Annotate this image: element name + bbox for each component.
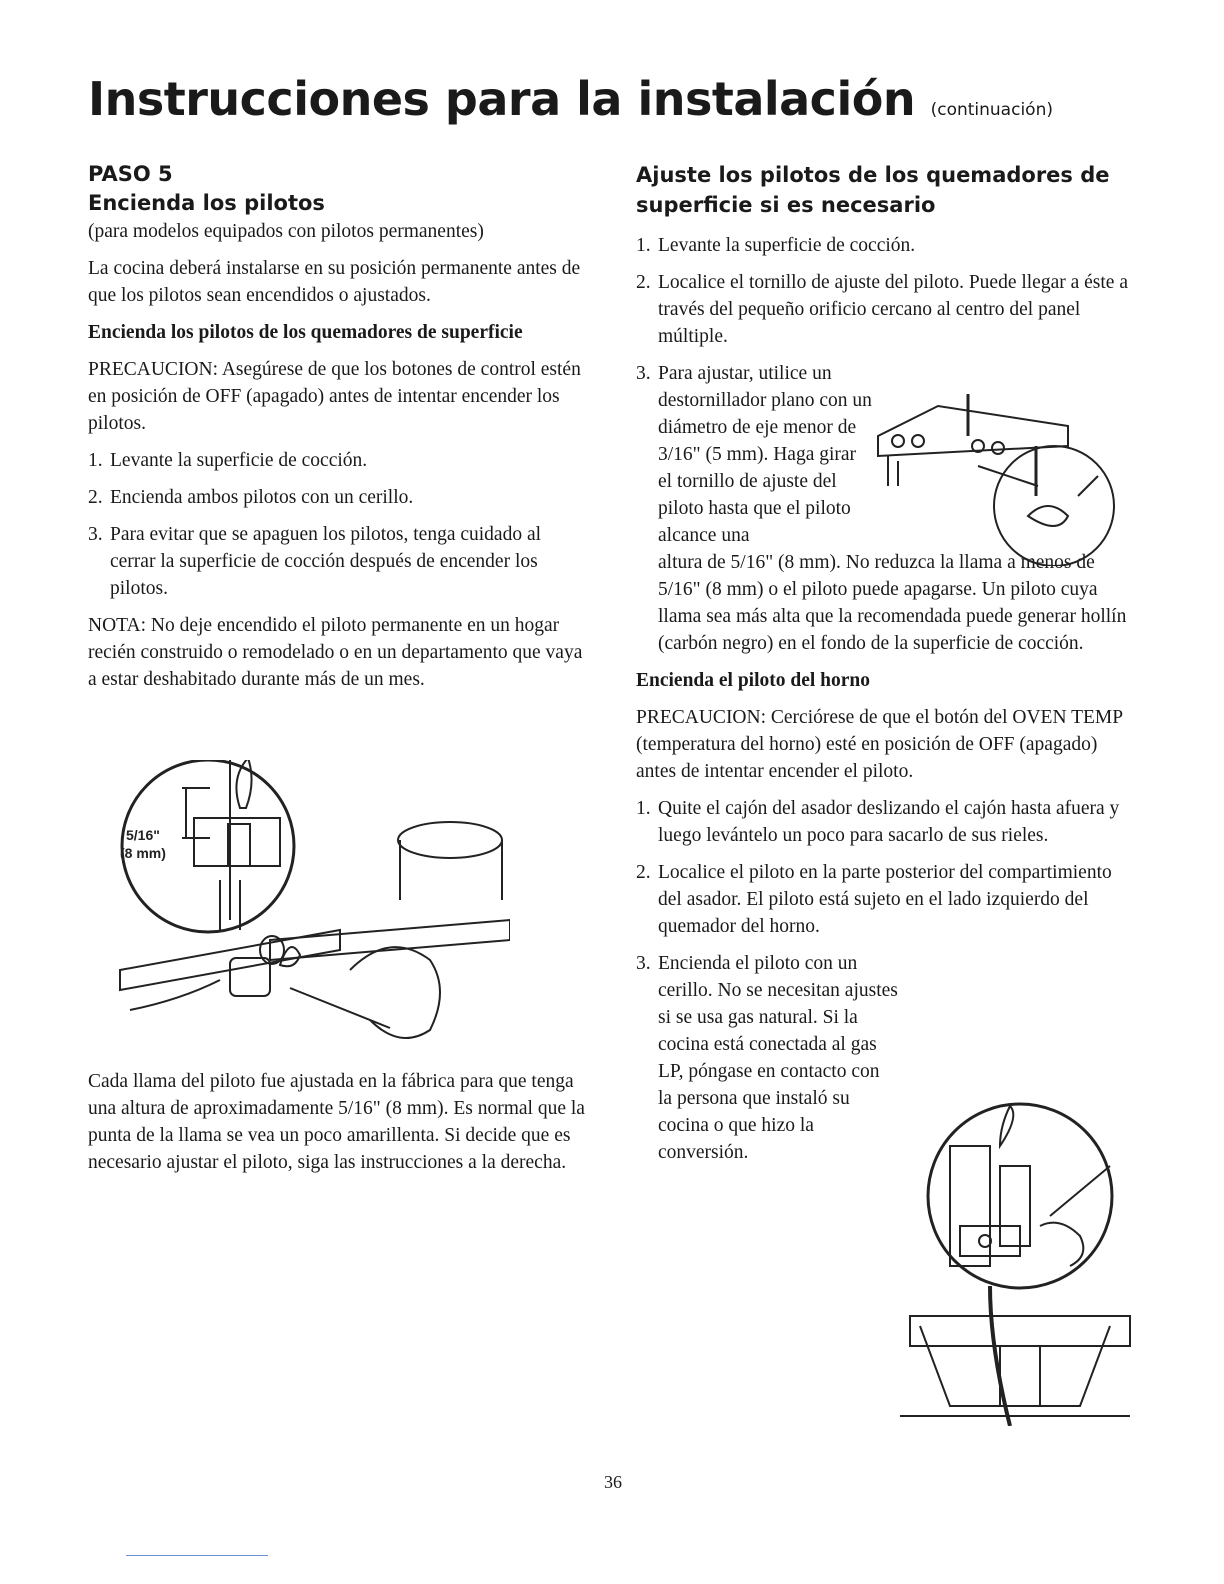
right-column <box>636 160 1136 1176</box>
caution-paragraph: PRECAUCION: Asegúrese de que los botones de control estén en posición de OFF (apagado) antes de intentar encender los pilotos. <box>88 359 581 434</box>
oven-pilot-figure <box>890 1086 1140 1426</box>
intro-paragraph: La cocina deberá instalarse en su posición permanente antes de que los pilotos sean encendidos o ajustados. <box>88 258 581 306</box>
figure-label-inches: 5/16" <box>126 827 160 843</box>
list-item: 3. Para evitar que se apaguen los pilotos, tenga cuidado al cerrar la superficie de cocción después de encender los pilotos. <box>88 524 542 599</box>
pilot-light-figure <box>90 760 510 1060</box>
list-item: 1. Levante la superficie de cocción. <box>88 450 368 471</box>
list-item: 2. Localice el piloto en la parte posterior del compartimiento del asador. El piloto está sujeto en el lado izquierdo del quemador del horno. <box>636 862 1112 937</box>
list-item: 2. Encienda ambos pilotos con un cerillo. <box>88 487 414 508</box>
footer-line <box>126 1555 268 1556</box>
left-column <box>88 160 588 703</box>
page-title <box>88 72 1053 126</box>
oven-caution: PRECAUCION: Cerciórese de que el botón del OVEN TEMP (temperatura del horno) esté en posición de OFF (apagado) antes de intentar encender el piloto. <box>636 707 1123 782</box>
after-figure-paragraph: Cada llama del piloto fue ajustada en la fábrica para que tenga una altura de aproximadamente 5/16" (8 mm). Es normal que la punta de la llama se vea un poco amarillenta. Si decide que es necesario ajustar el piloto, siga las instrucciones a la derecha. <box>88 1071 585 1173</box>
note-paragraph: NOTA: No deje encendido el piloto permanente en un hogar recién construido o remodelado o en un departamento que vaya a estar deshabitado durante más de un mes. <box>88 615 583 690</box>
list-item: 2. Localice el tornillo de ajuste del piloto. Puede llegar a éste a través del pequeño orificio cercano al centro del panel múltiple. <box>636 272 1128 347</box>
list-item: 3. Encienda el piloto con un cerillo. No se necesitan ajustes si se usa gas natural. Si la cocina está conectada al gas LP, póngase en contacto con la persona que instaló su cocina o que hizo la conversión. <box>636 953 898 1163</box>
list-item: 1. Quite el cajón del asador deslizando el cajón hasta afuera y luego levántelo un poco para sacarlo de sus rieles. <box>636 798 1120 846</box>
figure-label-mm: (8 mm) <box>120 845 166 861</box>
title-main: Instrucciones para la instalación <box>88 72 916 126</box>
step-label: PASO 5 <box>88 162 173 186</box>
surface-subhead: Encienda los pilotos de los quemadores de superficie <box>88 322 523 343</box>
step-title: Encienda los pilotos <box>88 191 325 215</box>
screwdriver-adjust-figure <box>868 386 1128 566</box>
list-item: 1. Levante la superficie de cocción. <box>636 235 916 256</box>
page-number: 36 <box>604 1472 622 1492</box>
left-column-bottom <box>88 1068 588 1186</box>
title-sub: (continuación) <box>930 100 1053 120</box>
list-item: 3. Para ajustar, utilice un destornillador plano con un diámetro de eje menor de 3/16" (5 mm). Haga girar el tornillo de ajuste del piloto hasta que el piloto alcance una altura de 5/16" (8 mm). No reduzca la llama a menos de 5/16" (8 mm) o el piloto puede apagarse. Un piloto cuya llama sea más alta que la recomendada puede generar hollín (carbón negro) en el fondo de la superficie de cocción. <box>636 363 1127 654</box>
right-heading: Ajuste los pilotos de los quemadores de superficie si es necesario <box>636 163 1110 217</box>
step-note: (para modelos equipados con pilotos permanentes) <box>88 221 484 242</box>
surface-steps-list <box>88 447 588 602</box>
oven-subhead: Encienda el piloto del horno <box>636 670 871 691</box>
